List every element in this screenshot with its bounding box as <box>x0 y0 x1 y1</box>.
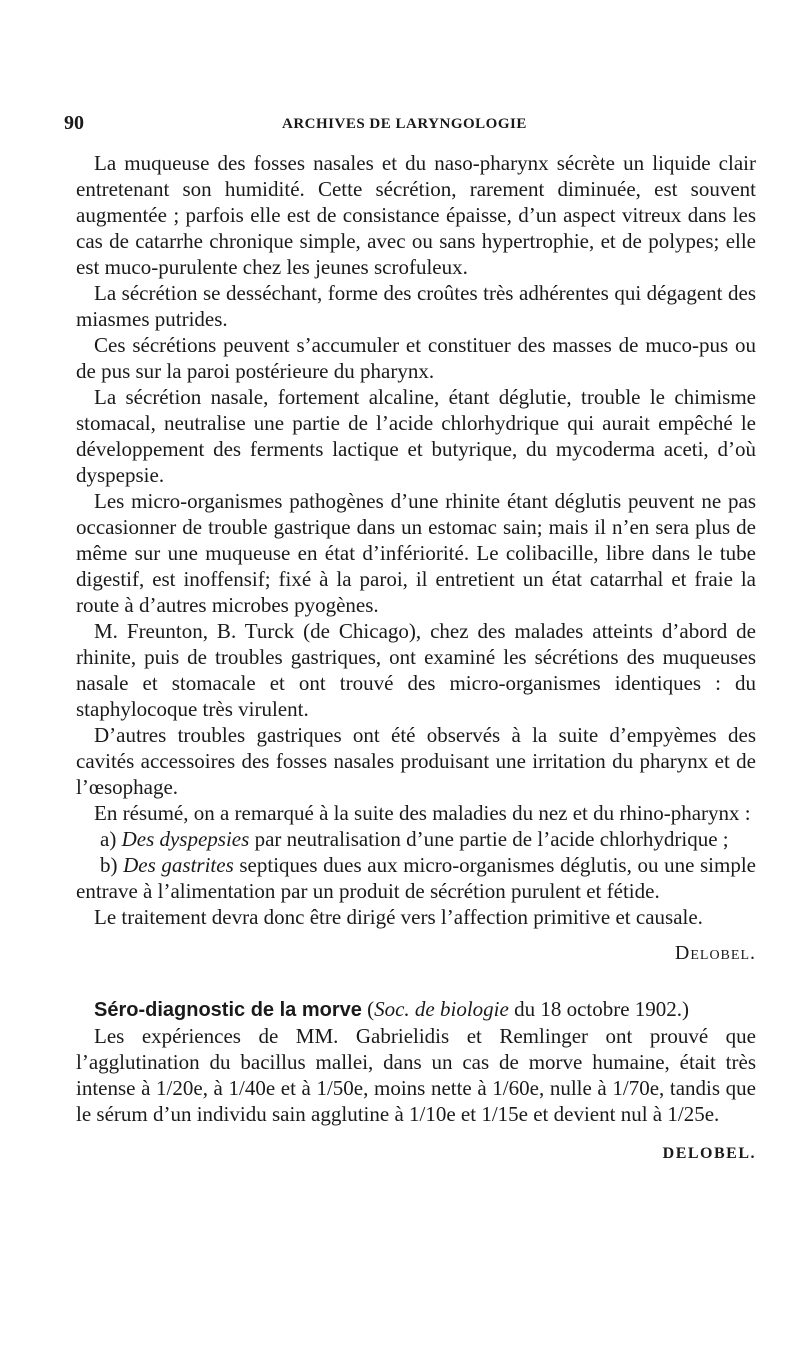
list-lead: Des dyspepsies <box>121 827 250 851</box>
article-sero-diagnostic <box>76 996 756 1167</box>
list-lead: Des gastrites <box>123 853 234 877</box>
paragraph: En résumé, on a remarqué à la suite des maladies du nez et du rhino-pharynx : <box>94 801 751 825</box>
paragraph: M. Freunton, B. Turck (de Chicago), chez des malades atteints d’abord de rhinite, puis de troubles gastriques, ont examiné les sécrétions des muqueuses nasale et stomacale et ont trouvé des micro-organismes identiques : du staphylocoque très virulent. <box>76 619 756 721</box>
closing-paragraph: Le traitement devra donc être dirigé vers l’affection primitive et causale. <box>94 905 703 929</box>
paragraph: La muqueuse des fosses nasales et du naso-pharynx sécrète un liquide clair entretenant son humidité. Cette sécrétion, rarement diminuée, est souvent augmentée ; parfois elle est de consistance épaisse, d’un aspect vitreux dans les cas de catarrhe chronique simple, avec ou sans hypertrophie, et de polypes; elle est muco-purulente chez les jeunes scrofuleux. <box>76 151 756 279</box>
paragraph: La sécrétion se desséchant, forme des croûtes très adhérentes qui dégagent des miasmes putrides. <box>76 281 756 331</box>
heading-source-date: du 18 octobre 1902.) <box>514 997 690 1021</box>
paragraph: D’autres troubles gastriques ont été observés à la suite d’empyèmes des cavités accessoires des fosses nasales produisant une irritation du pharynx et de l’œsophage. <box>76 723 756 799</box>
body-text <box>76 150 756 1167</box>
heading-source-label: Soc. de biologie <box>374 997 509 1021</box>
heading-source-open: ( <box>367 997 375 1021</box>
paragraph: Ces sécrétions peuvent s’accumuler et constituer des masses de muco-pus ou de pus sur la paroi postérieure du pharynx. <box>76 333 756 383</box>
list-item-b <box>76 852 756 904</box>
list-text: septiques dues aux micro-organismes déglutis, ou une simple entrave à l’alimentation par un produit de sécrétion purulent et fétide. <box>76 853 757 903</box>
paragraph: La sécrétion nasale, fortement alcaline, étant déglutie, trouble le chimisme stomacal, neutralise une partie de l’acide chlorhydrique qui aurait empêché le développement des ferments lactique et butyrique, du mycoderma aceti, d’où dyspepsie. <box>76 385 756 487</box>
section-heading <box>76 996 756 1023</box>
running-head <box>0 100 800 140</box>
list-marker: a) <box>100 827 117 851</box>
paragraph: Les micro-organismes pathogènes d’une rhinite étant déglutis peuvent ne pas occasionner de trouble gastrique dans un estomac sain; mais il n’en sera plus de même sur une muqueuse en état d’infériorité. Le colibacille, libre dans le tube digestif, est inoffensif; fixé à la paroi, il entretient un état catarrhal et fraie la route à d’autres microbes pyogènes. <box>76 489 756 617</box>
list-text: par neutralisation d’une partie de l’acide chlorhydrique ; <box>254 827 729 851</box>
journal-title: ARCHIVES DE LARYNGOLOGIE <box>282 116 527 132</box>
section-heading-title: Séro-diagnostic de la morve <box>94 999 362 1021</box>
author-signature: Delobel. <box>674 942 756 964</box>
list-item-a <box>76 826 756 852</box>
page-number: 90 <box>64 112 84 134</box>
paragraph: Les expériences de MM. Gabrielidis et Remlinger ont prouvé que l’agglutination du bacillus mallei, dans un cas de morve humaine, était très intense à 1/20e, à 1/40e et à 1/50e, moins nette à 1/60e, nulle à 1/70e, tandis que le sérum d’un individu sain agglutine à 1/10e et 1/15e et devient nul à 1/25e. <box>76 1024 756 1126</box>
article-rhinite-gastrique <box>76 150 756 966</box>
list-marker: b) <box>100 853 118 877</box>
author-signature: DELOBEL. <box>662 1145 756 1162</box>
